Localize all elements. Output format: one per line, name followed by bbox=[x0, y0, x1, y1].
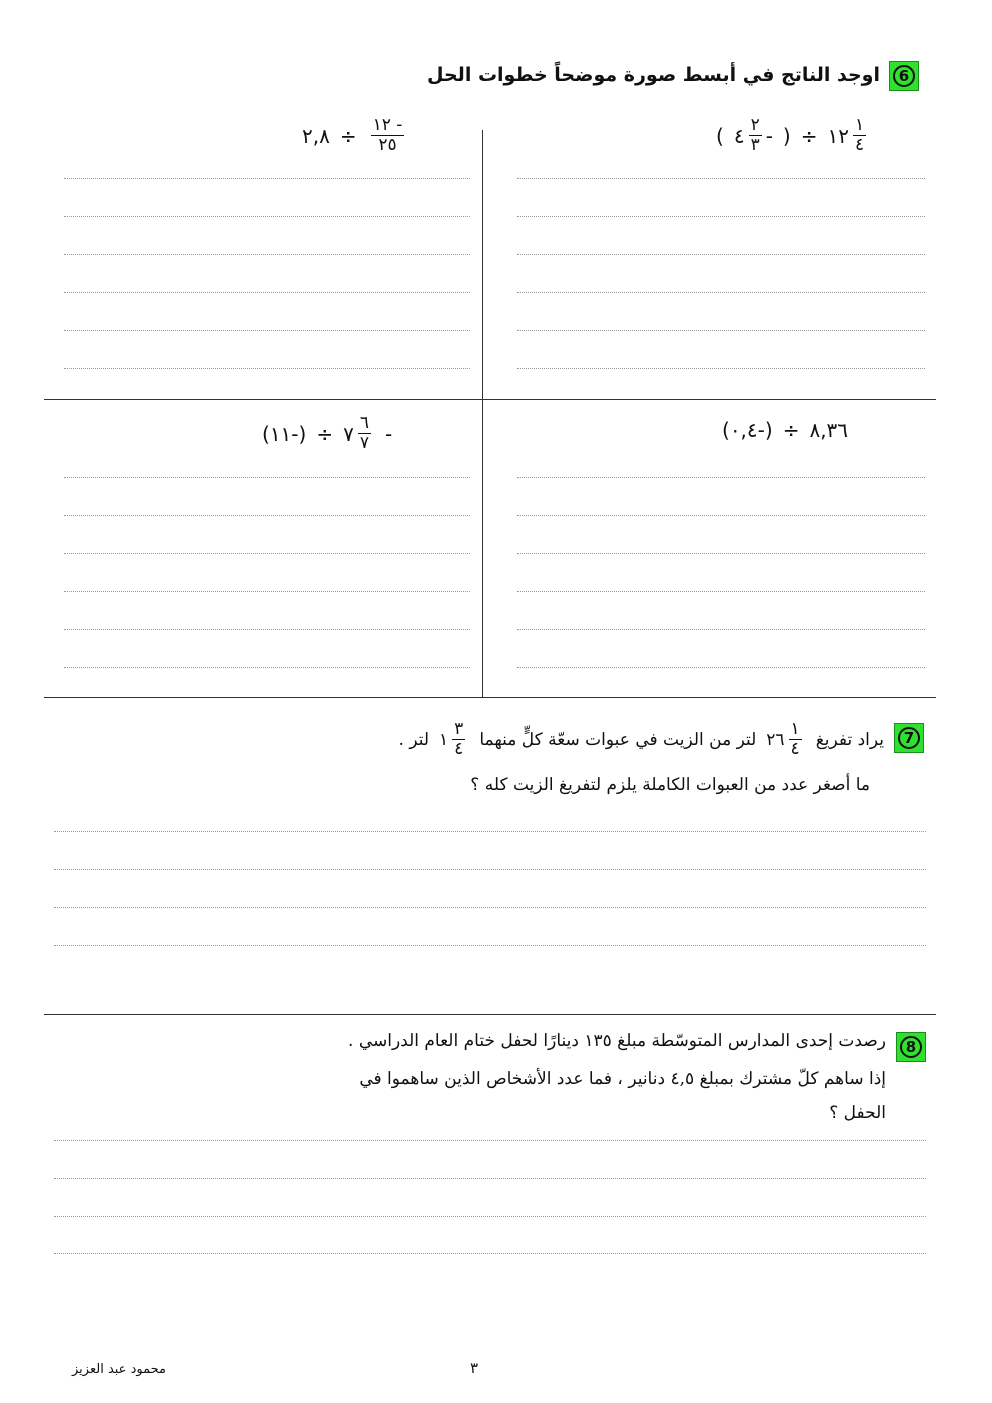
fraction bbox=[749, 116, 762, 155]
minus-sign: - bbox=[765, 123, 773, 148]
answer-line bbox=[54, 1140, 926, 1141]
numerator: ١٢ - bbox=[372, 115, 403, 135]
footer-author: محمود عبد العزيز bbox=[72, 1362, 166, 1377]
grid-divider-horizontal-1 bbox=[44, 399, 936, 400]
answer-line bbox=[64, 515, 470, 516]
answer-line bbox=[517, 477, 925, 478]
answer-line bbox=[517, 667, 925, 668]
answer-line bbox=[517, 178, 925, 179]
text: يراد تفريغ bbox=[815, 729, 884, 750]
section-divider bbox=[44, 1014, 936, 1015]
answer-line bbox=[517, 553, 925, 554]
answer-line bbox=[54, 1216, 926, 1217]
answer-line bbox=[54, 907, 926, 908]
text: لتر من الزيت في عبوات سعّة كلٍّ منهما bbox=[479, 729, 757, 750]
denominator: ٧ bbox=[359, 433, 369, 453]
question-8-line-1: رصدت إحدى المدارس المتوسّطة مبلغ ١٣٥ دينارًا لحفل ختام العام الدراسي . bbox=[348, 1031, 886, 1051]
decimal-number: ٨,٣٦ bbox=[809, 418, 849, 442]
answer-line bbox=[517, 629, 925, 630]
answer-line bbox=[517, 591, 925, 592]
denominator: ٢٥ bbox=[378, 135, 397, 155]
numerator: ١ bbox=[854, 115, 865, 135]
answer-line bbox=[517, 254, 925, 255]
expression-2 bbox=[302, 116, 408, 155]
answer-line bbox=[64, 553, 470, 554]
denominator: ٤ bbox=[454, 739, 464, 759]
answer-line bbox=[64, 629, 470, 630]
divide-sign: ÷ bbox=[800, 123, 818, 148]
question-6-heading: اوجد الناتج في أبسط صورة موضحاً خطوات الحل bbox=[427, 64, 880, 86]
whole-number: ٧ bbox=[343, 421, 354, 446]
whole-number: ٤ bbox=[733, 123, 745, 148]
divide-sign: ÷ bbox=[316, 421, 334, 446]
answer-line bbox=[64, 368, 470, 369]
decimal-number: ٢,٨ bbox=[302, 123, 330, 148]
fraction bbox=[789, 720, 802, 759]
answer-line bbox=[64, 216, 470, 217]
question-8-line-2: إذا ساهم كلّ مشترك بمبلغ ٤,٥ دنانير ، فما عدد الأشخاص الذين ساهموا في bbox=[359, 1069, 886, 1089]
answer-line bbox=[64, 330, 470, 331]
question-7-line-1 bbox=[399, 720, 884, 759]
answer-line bbox=[64, 292, 470, 293]
grid-divider-vertical bbox=[482, 130, 483, 698]
expression-4 bbox=[262, 414, 392, 453]
answer-line bbox=[517, 368, 925, 369]
answer-line bbox=[64, 254, 470, 255]
denominator: ٤ bbox=[854, 135, 865, 155]
expression-3 bbox=[722, 418, 848, 442]
question-7-badge bbox=[894, 723, 924, 753]
divide-sign: ÷ bbox=[782, 418, 800, 442]
denominator: ٣ bbox=[750, 135, 760, 155]
answer-line bbox=[54, 831, 926, 832]
numerator: ٣ bbox=[454, 719, 464, 739]
answer-line bbox=[517, 330, 925, 331]
grid-divider-horizontal-2 bbox=[44, 697, 936, 698]
minus-sign: - bbox=[384, 421, 393, 446]
paren-close: ) bbox=[782, 123, 791, 148]
denominator: ٤ bbox=[790, 739, 800, 759]
question-number: 7 bbox=[898, 727, 920, 749]
fraction bbox=[358, 414, 371, 453]
question-6-badge bbox=[889, 61, 919, 91]
text: لتر . bbox=[398, 729, 430, 750]
divide-sign: ÷ bbox=[339, 123, 357, 148]
expression-1 bbox=[716, 116, 870, 155]
answer-line bbox=[54, 1253, 926, 1254]
answer-line bbox=[64, 667, 470, 668]
parenthesized-number: (٠,٤-) bbox=[722, 418, 773, 442]
answer-line bbox=[517, 292, 925, 293]
whole-number: ٢٦ bbox=[766, 729, 785, 750]
answer-line bbox=[54, 869, 926, 870]
question-8-badge bbox=[896, 1032, 926, 1062]
fraction bbox=[371, 116, 405, 155]
fraction bbox=[452, 720, 465, 759]
whole-number: ١ bbox=[439, 729, 449, 750]
question-7-line-2: ما أصغر عدد من العبوات الكاملة يلزم لتفريغ الزيت كله ؟ bbox=[470, 775, 870, 795]
whole-number: ١٢ bbox=[827, 123, 849, 148]
numerator: ٢ bbox=[750, 115, 760, 135]
paren-open: ( bbox=[716, 123, 724, 148]
answer-line bbox=[54, 945, 926, 946]
answer-line bbox=[517, 216, 925, 217]
answer-line bbox=[64, 477, 470, 478]
numerator: ٦ bbox=[359, 413, 369, 433]
question-number: 8 bbox=[900, 1036, 922, 1058]
page-number: ٣ bbox=[470, 1359, 479, 1377]
answer-line bbox=[517, 515, 925, 516]
numerator: ١ bbox=[790, 719, 800, 739]
answer-line bbox=[64, 591, 470, 592]
question-number: 6 bbox=[893, 65, 915, 87]
fraction bbox=[853, 116, 866, 155]
question-8-line-3: الحفل ؟ bbox=[829, 1103, 886, 1123]
parenthesized-number: (١١-) bbox=[262, 421, 307, 446]
answer-line bbox=[64, 178, 470, 179]
answer-line bbox=[54, 1178, 926, 1179]
